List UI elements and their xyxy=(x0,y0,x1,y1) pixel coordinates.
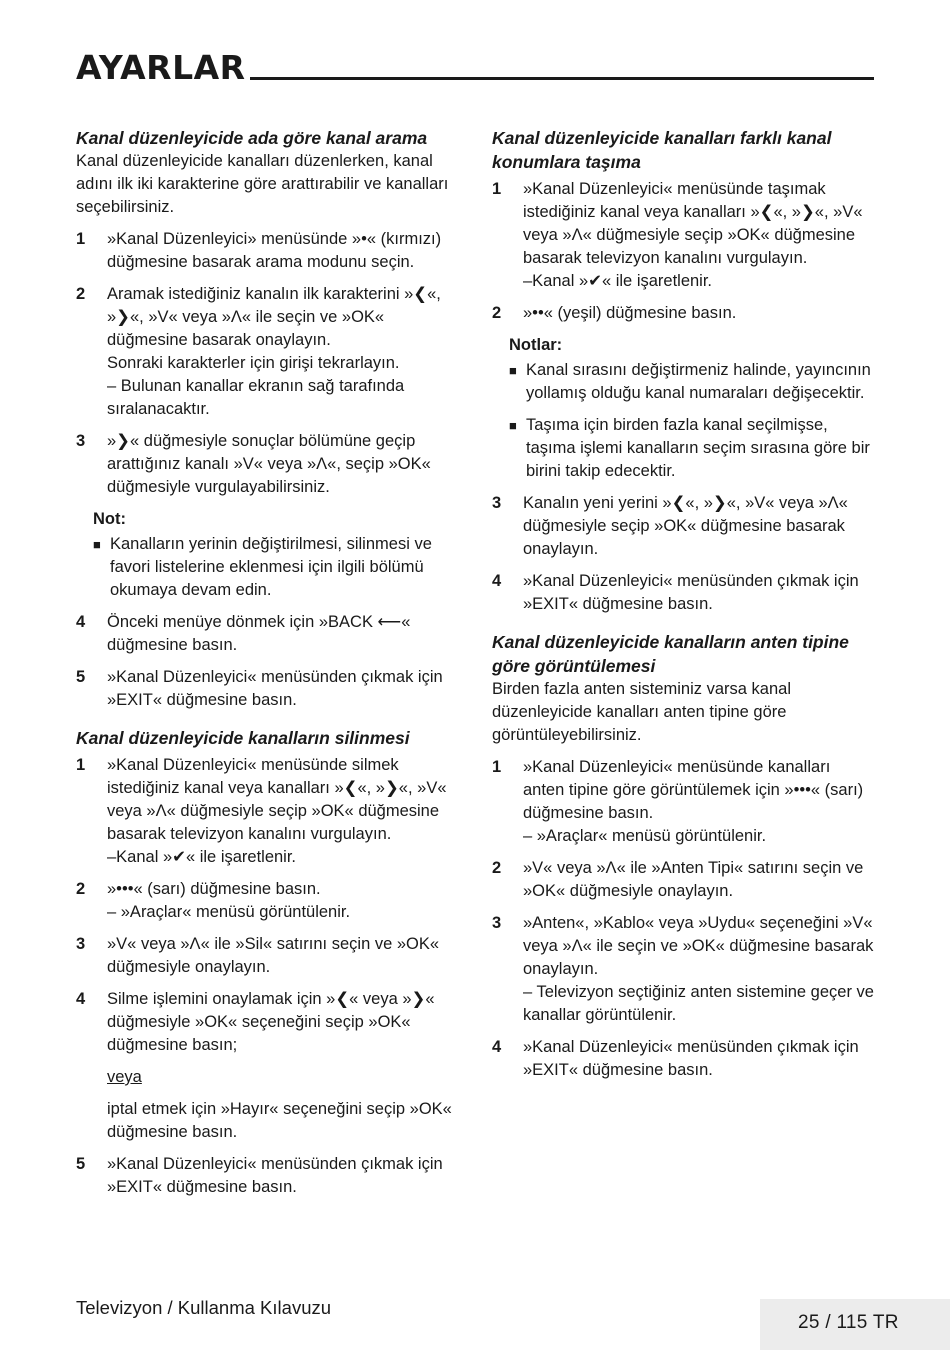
step: 2 »•••« (sarı) düğmesine basın. – »Araçlar« menüsü görüntülenir. xyxy=(76,880,351,921)
left-column xyxy=(76,126,458,1199)
step: 4 »Kanal Düzenleyici« menüsünden çıkmak için »EXIT« düğmesine basın. xyxy=(492,572,859,613)
step: 3 Kanalın yeni yerini »❮«, »❯«, »V« veya »Λ« düğmesiyle seçip »OK« düğmesine basarak onaylayın. xyxy=(492,494,848,558)
right-column xyxy=(492,126,874,1082)
note-item: ■ Kanal sırasını değiştirmeniz halinde, yayıncının yollamış olduğu kanal numaraları değişecektir. xyxy=(509,359,874,405)
step: 3 »❯« düğmesiyle sonuçlar bölümüne geçip arattığınız kanalı »V« veya »Λ«, seçip »OK« düğmesiyle vurgulayabilirsiniz. xyxy=(76,432,431,496)
step: 5 »Kanal Düzenleyici« menüsünden çıkmak için »EXIT« düğmesine basın. xyxy=(76,668,443,709)
square-bullet-icon: ■ xyxy=(509,418,517,433)
step: 3 »V« veya »Λ« ile »Sil« satırını seçin ve »OK« düğmesiyle onaylayın. xyxy=(76,935,440,976)
note-item: ■ Kanalların yerinin değiştirilmesi, silinmesi ve favori listelerine eklenmesi için ilgili bölümü okumaya devam edin. xyxy=(93,533,458,602)
footer-manual-title: Televizyon / Kullanma Kılavuzu xyxy=(76,1297,332,1318)
note-item: ■ Taşıma için birden fazla kanal seçilmişse, taşıma işlemi kanalların seçim sırasına göre bir birini takip edecektir. xyxy=(509,414,874,483)
step: 1 »Kanal Düzenleyici« menüsünde kanalları anten tipine göre görüntülemek için »•••« (sarı) düğmesine basın. – »Araçlar« menüsü görüntülenir. xyxy=(492,758,864,845)
step: 2 Aramak istediğiniz kanalın ilk karakterini »❮«, »❯«, »V« veya »Λ« ile seçin ve »OK« düğmesine basarak onaylayın. Sonraki karakterler için girişi tekrarlayın. – Bulunan kanallar ekranın sağ tarafında sıralanacaktır. xyxy=(76,285,441,418)
or-label: veya xyxy=(107,1068,142,1086)
step: 3 »Anten«, »Kablo« veya »Uydu« seçeneğini »V« veya »Λ« ile seçin ve »OK« düğmesine basarak onaylayın. – Televizyon seçtiğiniz anten sistemine geçer ve kanallar görüntülenir. xyxy=(492,914,874,1024)
square-bullet-icon: ■ xyxy=(509,363,517,378)
step: 1 »Kanal Düzenleyici« menüsünde silmek istediğiniz kanal veya kanalları »❮«, »❯«, »V« veya »Λ« düğmesiyle seçip »OK« düğmesine basarak televizyon kanalını vurgulayın. –Kanal »✔« ile işaretlenir. xyxy=(76,756,447,866)
step: 1 »Kanal Düzenleyici« menüsünde taşımak istediğiniz kanal veya kanalları »❮«, »❯«, »V« veya »Λ« düğmesiyle seçip »OK« düğmesine basarak televizyon kanalını vurgulayın. –Kanal »✔« ile işaretlenir. xyxy=(492,180,863,290)
page-number: 25 / 115 TR xyxy=(798,1312,899,1333)
step: 5 »Kanal Düzenleyici« menüsünden çıkmak için »EXIT« düğmesine basın. xyxy=(76,1155,443,1196)
section-title: Kanal düzenleyicide kanalların silinmesi xyxy=(76,728,410,748)
section-intro: Kanal düzenleyicide kanalları düzenlerken, kanal adını ilk iki karakterine göre arattırabilir ve kanalları seçebilirsiniz. xyxy=(76,152,449,216)
page-header xyxy=(76,48,874,88)
step: 1 »Kanal Düzenleyici» menüsünde »•« (kırmızı) düğmesine basarak arama modunu seçin. xyxy=(76,230,442,271)
page-title: AYARLAR xyxy=(76,48,250,88)
step: 4 »Kanal Düzenleyici« menüsünden çıkmak için »EXIT« düğmesine basın. xyxy=(492,1038,859,1079)
note-title: Not: xyxy=(93,510,126,528)
step: 2 »V« veya »Λ« ile »Anten Tipi« satırını seçin ve »OK« düğmesiyle onaylayın. xyxy=(492,859,864,900)
step: 4 Silme işlemini onaylamak için »❮« veya »❯« düğmesiyle »OK« seçeneğini seçip »OK« düğmesine basın; veya iptal etmek için »Hayır« seçeneğini seçip »OK« düğmesine basın. xyxy=(76,988,458,1144)
section-title: Kanal düzenleyicide ada göre kanal arama xyxy=(76,128,428,148)
note-title: Notlar: xyxy=(509,336,563,354)
section-title: Kanal düzenleyicide kanalları farklı kanal konumlara taşıma xyxy=(492,128,832,172)
section-title: Kanal düzenleyicide kanalların anten tipine göre görüntülemesi xyxy=(492,632,849,676)
page-number-box xyxy=(760,1299,950,1350)
section-intro: Birden fazla anten sisteminiz varsa kanal düzenleyicide kanalları anten tipine göre görüntüleyebilirsiniz. xyxy=(492,680,791,744)
step: 2 »••« (yeşil) düğmesine basın. xyxy=(492,304,737,322)
square-bullet-icon: ■ xyxy=(93,537,101,552)
step: 4 Önceki menüye dönmek için »BACK ⟵« düğmesine basın. xyxy=(76,613,411,654)
